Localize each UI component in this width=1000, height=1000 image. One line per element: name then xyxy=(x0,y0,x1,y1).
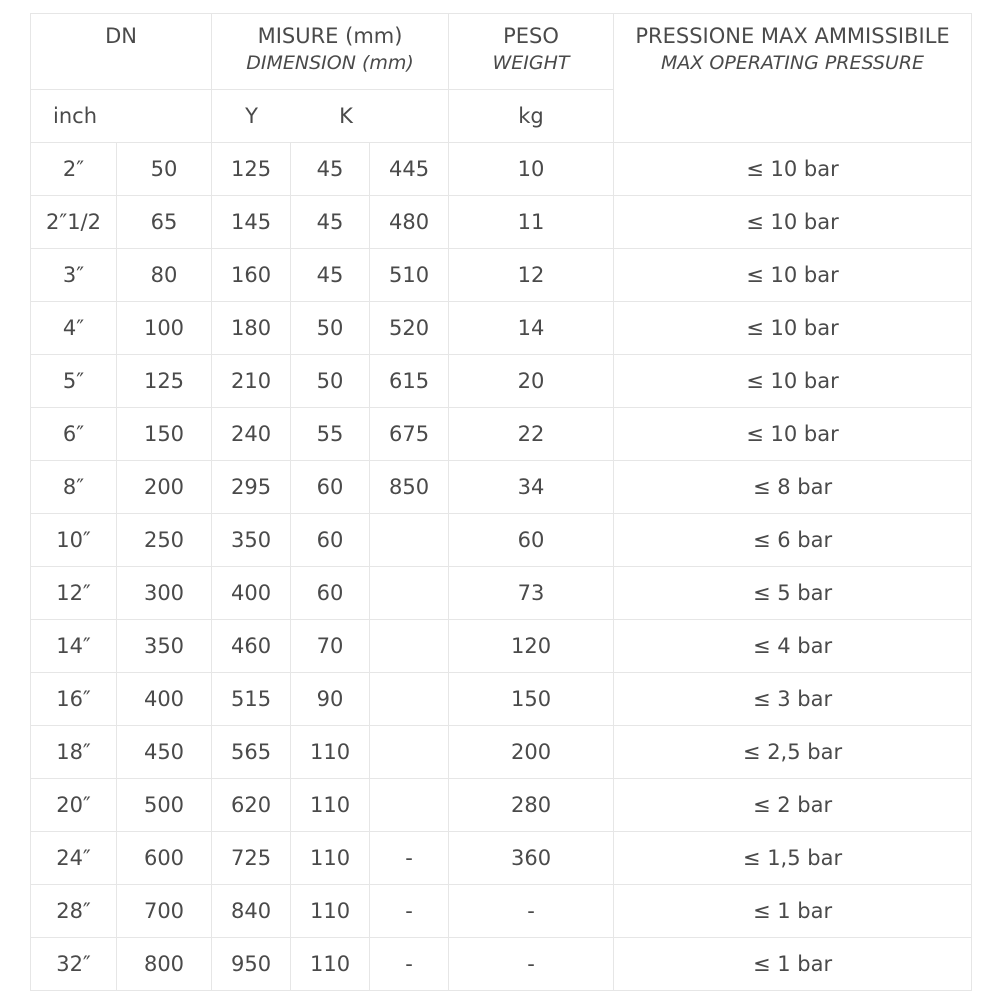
cell-k: 110 xyxy=(291,726,370,779)
table-row xyxy=(31,620,972,673)
header-kg-label: kg xyxy=(518,103,544,128)
cell-inch: 12″ xyxy=(31,567,117,620)
cell-l: 445 xyxy=(370,143,449,196)
cell-y: 240 xyxy=(212,408,291,461)
cell-weight: 60 xyxy=(449,514,614,567)
cell-weight: 11 xyxy=(449,196,614,249)
cell-pressure: ≤ 10 bar xyxy=(614,355,972,408)
cell-dn: 250 xyxy=(117,514,212,567)
cell-pressure: ≤ 2 bar xyxy=(614,779,972,832)
cell-dn: 65 xyxy=(117,196,212,249)
cell-l: 520 xyxy=(370,302,449,355)
cell-k: 110 xyxy=(291,832,370,885)
cell-pressure: ≤ 10 bar xyxy=(614,408,972,461)
cell-y: 400 xyxy=(212,567,291,620)
cell-pressure: ≤ 3 bar xyxy=(614,673,972,726)
cell-l xyxy=(370,514,449,567)
cell-dn: 450 xyxy=(117,726,212,779)
table-row xyxy=(31,355,972,408)
table-row xyxy=(31,196,972,249)
cell-dn: 150 xyxy=(117,408,212,461)
cell-inch: 24″ xyxy=(31,832,117,885)
cell-weight: 360 xyxy=(449,832,614,885)
cell-y: 145 xyxy=(212,196,291,249)
cell-y: 565 xyxy=(212,726,291,779)
table-row xyxy=(31,249,972,302)
cell-weight: 150 xyxy=(449,673,614,726)
table-row xyxy=(31,673,972,726)
header-pressure xyxy=(614,14,972,143)
cell-k: 60 xyxy=(291,461,370,514)
cell-l xyxy=(370,779,449,832)
cell-dn: 350 xyxy=(117,620,212,673)
cell-k: 45 xyxy=(291,143,370,196)
cell-pressure: ≤ 6 bar xyxy=(614,514,972,567)
cell-k: 45 xyxy=(291,249,370,302)
header-dn-label: DN xyxy=(105,24,137,48)
header-misure-label: MISURE (mm) xyxy=(257,24,403,48)
cell-pressure: ≤ 5 bar xyxy=(614,567,972,620)
cell-y: 725 xyxy=(212,832,291,885)
header-pressione-label: PRESSIONE MAX AMMISSIBILE xyxy=(635,24,950,48)
header-dn xyxy=(31,14,212,90)
cell-dn: 125 xyxy=(117,355,212,408)
cell-inch: 5″ xyxy=(31,355,117,408)
header-dimension-label: DIMENSION (mm) xyxy=(246,52,414,74)
cell-k: 110 xyxy=(291,885,370,938)
cell-inch: 28″ xyxy=(31,885,117,938)
cell-y: 160 xyxy=(212,249,291,302)
header-inch xyxy=(31,90,212,143)
cell-weight: 73 xyxy=(449,567,614,620)
cell-l xyxy=(370,726,449,779)
cell-dn: 200 xyxy=(117,461,212,514)
header-yk xyxy=(212,90,449,143)
table-row xyxy=(31,832,972,885)
spec-table xyxy=(30,13,972,991)
table-row xyxy=(31,302,972,355)
table-row xyxy=(31,408,972,461)
cell-dn: 400 xyxy=(117,673,212,726)
cell-inch: 18″ xyxy=(31,726,117,779)
cell-dn: 800 xyxy=(117,938,212,991)
cell-pressure: ≤ 1 bar xyxy=(614,938,972,991)
header-k-label: K xyxy=(339,103,353,128)
cell-weight: 10 xyxy=(449,143,614,196)
table-row xyxy=(31,779,972,832)
cell-y: 180 xyxy=(212,302,291,355)
cell-y: 515 xyxy=(212,673,291,726)
cell-l: - xyxy=(370,938,449,991)
cell-k: 60 xyxy=(291,567,370,620)
cell-inch: 10″ xyxy=(31,514,117,567)
cell-pressure: ≤ 8 bar xyxy=(614,461,972,514)
cell-y: 125 xyxy=(212,143,291,196)
header-kg xyxy=(449,90,614,143)
cell-pressure: ≤ 10 bar xyxy=(614,249,972,302)
cell-inch: 2″1/2 xyxy=(31,196,117,249)
cell-l xyxy=(370,620,449,673)
header-weight-label: WEIGHT xyxy=(492,52,570,74)
header-weight xyxy=(449,14,614,90)
cell-dn: 500 xyxy=(117,779,212,832)
cell-weight: 14 xyxy=(449,302,614,355)
table-row xyxy=(31,885,972,938)
cell-y: 620 xyxy=(212,779,291,832)
cell-k: 55 xyxy=(291,408,370,461)
header-inch-label: inch xyxy=(53,103,97,128)
cell-k: 70 xyxy=(291,620,370,673)
cell-dn: 100 xyxy=(117,302,212,355)
cell-pressure: ≤ 10 bar xyxy=(614,143,972,196)
cell-inch: 8″ xyxy=(31,461,117,514)
header-peso-label: PESO xyxy=(503,24,559,48)
cell-dn: 50 xyxy=(117,143,212,196)
cell-weight: 20 xyxy=(449,355,614,408)
cell-l xyxy=(370,567,449,620)
cell-dn: 300 xyxy=(117,567,212,620)
cell-weight: - xyxy=(449,885,614,938)
cell-l: 675 xyxy=(370,408,449,461)
cell-dn: 80 xyxy=(117,249,212,302)
cell-weight: 280 xyxy=(449,779,614,832)
header-dimensions xyxy=(212,14,449,90)
cell-weight: 34 xyxy=(449,461,614,514)
cell-y: 350 xyxy=(212,514,291,567)
cell-inch: 20″ xyxy=(31,779,117,832)
cell-k: 50 xyxy=(291,302,370,355)
cell-inch: 2″ xyxy=(31,143,117,196)
cell-dn: 600 xyxy=(117,832,212,885)
cell-y: 210 xyxy=(212,355,291,408)
cell-y: 460 xyxy=(212,620,291,673)
cell-y: 840 xyxy=(212,885,291,938)
cell-weight: - xyxy=(449,938,614,991)
header-max-pressure-label: MAX OPERATING PRESSURE xyxy=(660,52,925,74)
cell-l: 480 xyxy=(370,196,449,249)
cell-pressure: ≤ 10 bar xyxy=(614,196,972,249)
table-row xyxy=(31,567,972,620)
cell-weight: 12 xyxy=(449,249,614,302)
cell-weight: 200 xyxy=(449,726,614,779)
table-row xyxy=(31,514,972,567)
cell-y: 295 xyxy=(212,461,291,514)
cell-inch: 14″ xyxy=(31,620,117,673)
cell-pressure: ≤ 1,5 bar xyxy=(614,832,972,885)
cell-pressure: ≤ 10 bar xyxy=(614,302,972,355)
cell-weight: 22 xyxy=(449,408,614,461)
cell-k: 90 xyxy=(291,673,370,726)
cell-pressure: ≤ 4 bar xyxy=(614,620,972,673)
cell-inch: 6″ xyxy=(31,408,117,461)
cell-l: 615 xyxy=(370,355,449,408)
table-row xyxy=(31,461,972,514)
table-row xyxy=(31,726,972,779)
cell-k: 110 xyxy=(291,938,370,991)
cell-k: 50 xyxy=(291,355,370,408)
cell-dn: 700 xyxy=(117,885,212,938)
cell-inch: 4″ xyxy=(31,302,117,355)
cell-l: 510 xyxy=(370,249,449,302)
cell-pressure: ≤ 1 bar xyxy=(614,885,972,938)
cell-pressure: ≤ 2,5 bar xyxy=(614,726,972,779)
cell-k: 60 xyxy=(291,514,370,567)
cell-k: 110 xyxy=(291,779,370,832)
header-row-main xyxy=(31,14,972,90)
cell-inch: 3″ xyxy=(31,249,117,302)
cell-k: 45 xyxy=(291,196,370,249)
header-y-label: Y xyxy=(245,103,258,128)
cell-l: - xyxy=(370,885,449,938)
cell-l: - xyxy=(370,832,449,885)
cell-inch: 16″ xyxy=(31,673,117,726)
cell-inch: 32″ xyxy=(31,938,117,991)
cell-weight: 120 xyxy=(449,620,614,673)
cell-y: 950 xyxy=(212,938,291,991)
table-row xyxy=(31,938,972,991)
table-row xyxy=(31,143,972,196)
cell-l xyxy=(370,673,449,726)
cell-l: 850 xyxy=(370,461,449,514)
table-body xyxy=(31,14,972,991)
